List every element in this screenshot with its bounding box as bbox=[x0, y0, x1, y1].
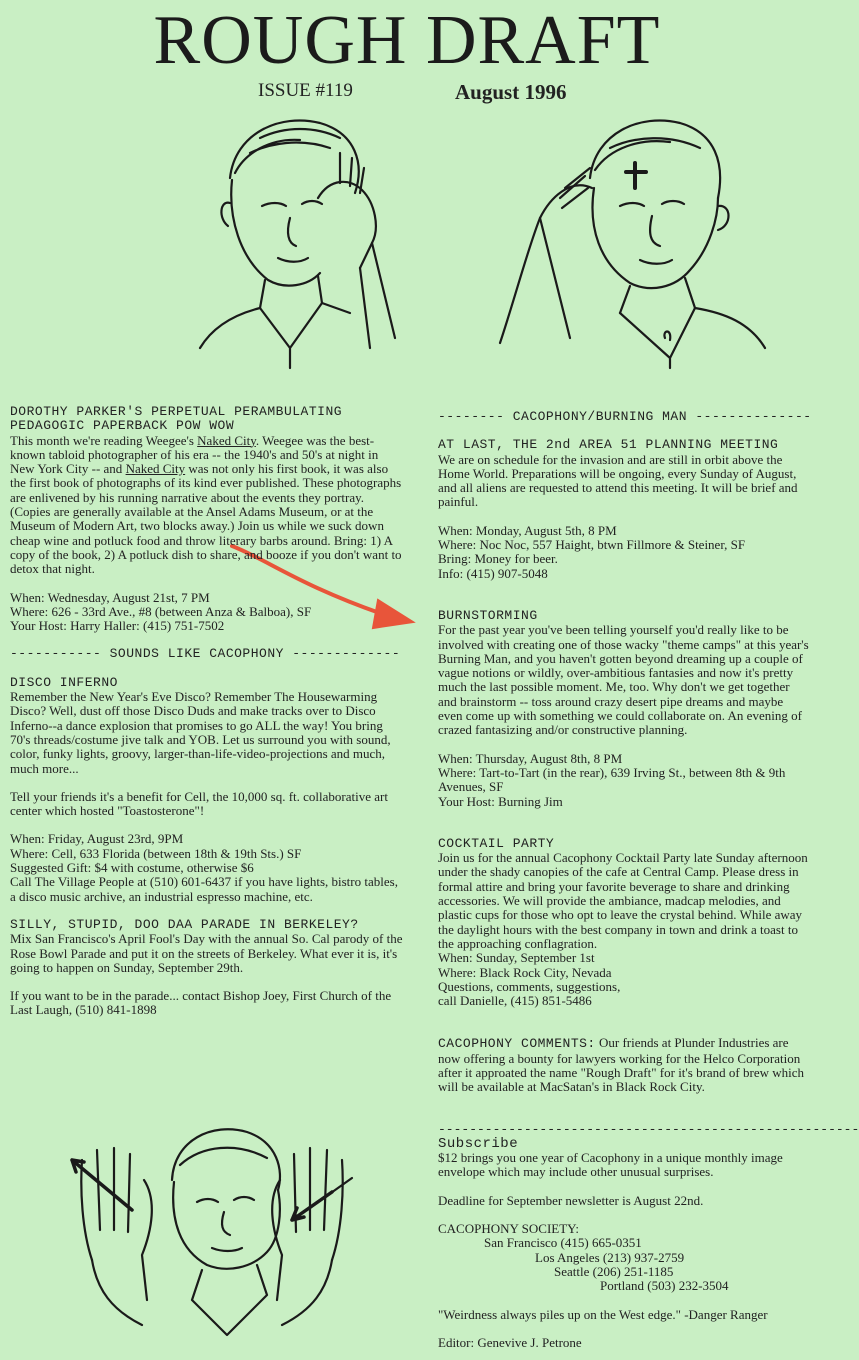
disco-when: When: Friday, August 23rd, 9PM bbox=[10, 831, 184, 847]
disco-benefit: Tell your friends it's a benefit for Cell, the 10,000 sq. ft. collaborative art center which hosted "Toastosterone"! bbox=[10, 788, 388, 819]
society-portland: Portland (503) 232-3504 bbox=[600, 1278, 729, 1294]
cocktail-where: Where: Black Rock City, Nevada bbox=[438, 964, 612, 980]
disco-body: Remember the New Year's Eve Disco? Remember The Housewarming Disco? Well, dust off those Disco Duds and make tracks over to Disco Inferno--a dance explosion that promises to go ALL the way! You bring 70's threads/costume jive talk and YOB. Let us surround you with sound, color, funky lights, groovy, larger-than-life-video-projections and much, much more... bbox=[10, 689, 391, 776]
disco-call: Call The Village People at (510) 601-6437 if you have lights, bistro tables, a disco music archive, an industrial espresso machine, etc. bbox=[10, 874, 398, 904]
burnstorming-host: Your Host: Burning Jim bbox=[438, 793, 563, 809]
burnstorming-when: When: Thursday, August 8th, 8 PM bbox=[438, 750, 623, 766]
comments-label: CACOPHONY COMMENTS: bbox=[438, 1036, 596, 1052]
area51-body: We are on schedule for the invasion and are still in orbit above the Home World. Preparations will be ongoing, every Sunday of August, and all aliens are requested to attend this meeting. It will be brief and painful. bbox=[438, 451, 798, 510]
parker-where: Where: 626 - 33rd Ave., #8 (between Anza & Balboa), SF bbox=[10, 603, 312, 619]
parker-when: When: Wednesday, August 21st, 7 PM bbox=[10, 589, 210, 605]
parade-body: Mix San Francisco's April Fool's Day with the annual So. Cal parody of the Rose Bowl Parade and put it on the streets of Berkeley. What ever it is, it's going to happen on Sunday, September 29th. bbox=[10, 931, 403, 975]
naked-city-title-1: Naked City bbox=[197, 432, 256, 448]
cocktail-title: COCKTAIL PARTY bbox=[438, 835, 555, 851]
issue-date: August 1996 bbox=[455, 80, 567, 104]
burnstorming-where: Where: Tart-to-Tart (in the rear), 639 Irving St., between 8th & 9th Avenues, SF bbox=[438, 764, 786, 795]
parker-body bbox=[10, 434, 405, 577]
disco-where: Where: Cell, 633 Florida (between 18th & 19th Sts.) SF bbox=[10, 845, 302, 861]
cocktail-body: Join us for the annual Cacophony Cocktail Party late Sunday afternoon under the shady canopies of the cafe at Central Camp. Please dress in formal attire and bring your favorite beverage to share and drinking accessories. We will provide the ambiance, madcap melodies, and plastic cups for those who opt to leave the crystal behind. While away the daylight hours with the best company in town and drink a toast to the approaching conflagration. bbox=[438, 850, 808, 951]
subscribe-divider: ------------------------------------------------------ bbox=[438, 1121, 859, 1137]
right-column bbox=[438, 409, 859, 1350]
disco-title: DISCO INFERNO bbox=[10, 674, 118, 690]
sounds-like-cacophony-divider: ----------- SOUNDS LIKE CACOPHONY ------------- bbox=[10, 646, 401, 662]
parker-title-2: PEDAGOGIC PAPERBACK POW WOW bbox=[10, 418, 235, 434]
burnstorming-title: BURNSTORMING bbox=[438, 607, 538, 623]
issue-number: ISSUE #119 bbox=[258, 80, 353, 101]
left-column bbox=[10, 405, 405, 1018]
society-sf: San Francisco (415) 665-0351 bbox=[484, 1235, 642, 1251]
area51-bring: Bring: Money for beer. bbox=[438, 551, 558, 567]
comments-body: Our friends at Plunder Industries are now offering a bounty for lawyers working for the Helco Corporation after it approated the name "Rough Draft" for it's brand of brew which will be available at MacSatan's in Black Rock City. bbox=[438, 1035, 804, 1095]
subscribe-title: Subscribe bbox=[438, 1135, 519, 1152]
subscribe-body: $12 brings you one year of Cacophony in a unique monthly image envelope which may include other unusual surprises. bbox=[438, 1150, 783, 1180]
area51-where: Where: Noc Noc, 557 Haight, btwn Fillmore & Steiner, SF bbox=[438, 537, 746, 553]
cocktail-call: call Danielle, (415) 851-5486 bbox=[438, 993, 592, 1009]
parade-contact: If you want to be in the parade... contact Bishop Joey, First Church of the Last Laugh, (510) 841-1898 bbox=[10, 988, 392, 1018]
comments-paragraph bbox=[438, 1036, 810, 1094]
subscribe-deadline: Deadline for September newsletter is August 22nd. bbox=[438, 1192, 704, 1208]
area51-title: AT LAST, THE 2nd AREA 51 PLANNING MEETING bbox=[438, 437, 779, 453]
society-heading: CACOPHONY SOCIETY: bbox=[438, 1221, 579, 1237]
danger-ranger-quote: "Weirdness always piles up on the West edge." -Danger Ranger bbox=[438, 1306, 768, 1322]
parker-host: Your Host: Harry Haller: (415) 751-7502 bbox=[10, 618, 225, 634]
man-forehead-illustration-left bbox=[190, 108, 420, 368]
society-la: Los Angeles (213) 937-2759 bbox=[535, 1249, 685, 1265]
masthead-title: ROUGH DRAFT bbox=[153, 2, 661, 79]
area51-when: When: Monday, August 5th, 8 PM bbox=[438, 522, 617, 538]
parker-body-a: This month we're reading Weegee's bbox=[10, 432, 198, 448]
burnstorming-body: For the past year you've been telling yourself you'd really like to be involved with creating one of those wacky "theme camps" at this year's Burning Man, and you haven't gotten beyond dreaming up a couple of vague notions or wildly, over-ambitious fantasies and now it's pretty much the last possible moment. Me, too. Why don't we get together and brainstorm -- toss around crazy desert pipe dreams and maybe even come up with something we could collaborate on. An evening of crazed fantasizing and/or constructive planning. bbox=[438, 622, 809, 738]
burning-man-divider: -------- CACOPHONY/BURNING MAN -------------- bbox=[438, 409, 812, 424]
society-seattle: Seattle (206) 251-1185 bbox=[554, 1263, 674, 1279]
parker-body-c: was not only his first book, it was also the first book of photographs of its kind ever published. These photographs are enlivened by his running narrative about the events they portray. (Copies are generally available at the Ansel Adams Museum, or at the Museum of Modern Art, two blocks away.) Join us while we suck down cheap wine and potluck food and throw literary barbs around. Bring: 1) A copy of the book, 2) A potluck dish to share, and booze if you don't want to detox that night. bbox=[10, 461, 402, 577]
area51-info: Info: (415) 907-5048 bbox=[438, 565, 548, 581]
cocktail-when: When: Sunday, September 1st bbox=[438, 950, 595, 966]
editor-credit: Editor: Genevive J. Petrone bbox=[438, 1334, 582, 1350]
parade-title: SILLY, STUPID, DOO DAA PARADE IN BERKELEY? bbox=[10, 916, 359, 932]
disco-gift: Suggested Gift: $4 with costume, otherwise $6 bbox=[10, 860, 254, 876]
parker-title-1: DOROTHY PARKER'S PERPETUAL PERAMBULATING bbox=[10, 404, 343, 419]
cocktail-questions: Questions, comments, suggestions, bbox=[438, 978, 621, 994]
man-cross-illustration-right bbox=[470, 108, 770, 368]
naked-city-title-2: Naked City bbox=[125, 461, 186, 477]
man-hands-up-illustration bbox=[52, 1120, 372, 1360]
parker-body-b: . Weegee was the best-known tabloid photographer of his era -- the 1940's and 50's at night in New York City -- and bbox=[10, 432, 379, 477]
